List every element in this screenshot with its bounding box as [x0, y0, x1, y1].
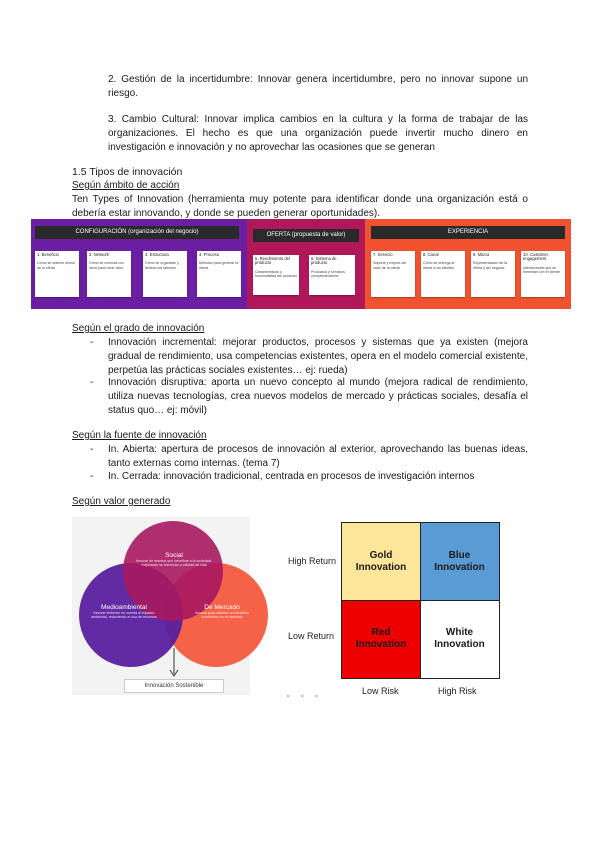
card-text: Cómo se conecta con otros para crear valor	[89, 261, 124, 270]
valor-heading: Según valor generado	[72, 496, 171, 507]
venn-title: De Mercado	[204, 604, 240, 611]
venn-title: Medioambiental	[101, 604, 147, 611]
axis-high-risk: High Risk	[438, 686, 477, 696]
segment-title: EXPERIENCIA	[371, 226, 565, 239]
segment-configuracion	[31, 219, 247, 309]
quadrant-blue	[420, 523, 499, 600]
axis-low-risk: Low Risk	[362, 686, 399, 696]
bullet-dash: -	[90, 377, 94, 388]
section-title: 1.5 Tipos de innovación	[72, 166, 183, 178]
item-incertidumbre	[108, 73, 528, 101]
bullet-label: Innovación incremental:	[108, 337, 217, 348]
segment-oferta	[247, 219, 365, 309]
card-title: 1. Beneficio	[37, 252, 59, 257]
ten-types-banner	[31, 219, 571, 309]
bullet-dash: -	[90, 471, 94, 482]
bullet-text: aporta un nuevo concepto al mundo (mejora radical de rendimiento, utiliza nuevas tecnologías, crea nuevos modelos de mercado y prácticas sociales, desafía el status quo… ej: móvil)	[108, 377, 528, 416]
quadrant-label: White Innovation	[434, 627, 485, 650]
quadrant-gold	[342, 523, 420, 600]
card-sistema	[309, 255, 355, 295]
card-title: 2. Network	[89, 252, 110, 257]
card-title: 10. Customer engagement	[523, 252, 549, 262]
grado-heading: Según el grado de innovación	[72, 323, 205, 334]
venn-text: Innovar para obtener un beneficio económico en el mercado	[195, 611, 249, 620]
bullet-label: In. Abierta:	[108, 444, 158, 455]
ambito-text: Ten Types of Innovation (herramienta muy potente para identificar donde una organización está o debería estar innovando, y donde se pueden generar oportunidades).	[72, 194, 528, 219]
quadrant-label: Red Innovation	[355, 627, 407, 650]
card-text: Cómo se organizan y alinean los talentos	[145, 261, 179, 270]
card-engagement	[521, 251, 565, 297]
venn-social-label	[133, 552, 215, 568]
bullet-abierta	[90, 443, 528, 471]
card-title: 6. Sistema de producto	[311, 256, 337, 266]
segment-title: CONFIGURACIÓN (organización del negocio)	[35, 226, 239, 239]
quadrant-label: Blue Innovation	[434, 549, 485, 573]
card-text: Características y funcionalidad del producto	[255, 269, 297, 279]
card-title: 5. Rendimiento del producto	[255, 256, 290, 266]
bullet-dash: -	[90, 444, 94, 455]
venn-mercado-label	[186, 604, 258, 620]
venn-text: Innovar teniendo en cuenta el impacto ambiental, reduciendo el uso de recursos	[91, 611, 157, 620]
venn-arrow	[168, 648, 180, 682]
bullet-dash: -	[90, 337, 94, 348]
card-text: Interacciones que se fomentan con el cliente	[523, 265, 560, 275]
card-text: Productos y servicios complementarios	[311, 269, 345, 279]
item-text: Innovar implica cambios en la cultura y la forma de trabajar de las organizaciones. El hecho es que una organización puede invertir mucho dinero en investigación e innovación y no aprovechar las ocasiones que se generan	[108, 114, 529, 153]
bullet-text: innovación tradicional, centrada en procesos de investigación internos	[163, 471, 475, 482]
matrix-divider-h	[342, 600, 499, 601]
card-text: Cómo se obtiene dinero de la oferta	[37, 261, 76, 270]
quadrant-red	[342, 600, 420, 678]
card-text: Representación de la oferta y del negocio	[473, 261, 507, 270]
card-rendimiento	[253, 255, 299, 295]
card-title: 9. Marca	[473, 252, 490, 257]
venn-title: Social	[165, 552, 183, 559]
quadrant-label: Gold Innovation	[355, 549, 407, 573]
card-text: Métodos para generar la oferta	[199, 261, 239, 270]
card-title: 7. Servicio	[373, 252, 393, 257]
card-title: 4. Proceso	[199, 252, 220, 257]
card-marca	[471, 251, 515, 297]
card-servicio	[371, 251, 415, 297]
quadrant-white	[420, 600, 499, 678]
card-title: 8. Canal	[423, 252, 439, 257]
card-canal	[421, 251, 465, 297]
venn-result	[124, 679, 224, 693]
card-title: 3. Estructura	[145, 252, 169, 257]
item-text: Innovar genera incertidumbre, pero no innovar supone un riesgo.	[108, 74, 529, 99]
bullet-label: Innovación disruptiva:	[108, 377, 207, 388]
bullet-incremental	[90, 336, 528, 378]
venn-medioambiental-label	[88, 604, 160, 620]
ambito-heading: Según ámbito de acción	[72, 180, 180, 191]
bullet-cerrada	[90, 470, 528, 484]
card-text: Soporte y mejora del valor de la oferta	[373, 261, 407, 270]
item-label: 2. Gestión de la incertidumbre:	[108, 74, 253, 85]
bullet-label: In. Cerrada:	[108, 471, 161, 482]
bullet-disruptiva	[90, 376, 528, 418]
pagination-dots: ● ● ●	[286, 693, 323, 700]
venn-result-label: Innovación Sostenible	[144, 683, 204, 689]
venn-text: Innovar de manera que beneficie a la sociedad, mejorando su bienestar y calidad de vida	[136, 559, 212, 568]
axis-low-return: Low Return	[288, 631, 335, 641]
fuente-heading: Según la fuente de innovación	[72, 430, 207, 441]
axis-high-return: High Return	[288, 556, 337, 566]
item-label: 3. Cambio Cultural:	[108, 114, 199, 125]
bullet-text: mejorar productos, procesos y sistemas que ya existen (mejora gradual de rendimiento, usa competencias existentes, opera en el modelo comercial existente, perpetúa las prácticas sociales existentes… ej: rueda)	[108, 337, 528, 376]
card-text: Cómo se entrega la oferta a los clientes	[423, 261, 455, 270]
card-proceso	[197, 251, 241, 297]
bullet-text: apertura de procesos de innovación al exterior, aprovechando las buenas ideas, tanto externas como internas. (tema 7)	[108, 444, 529, 469]
segment-experiencia	[365, 219, 571, 309]
card-estructura	[143, 251, 187, 297]
card-beneficio	[35, 251, 79, 297]
segment-title: OFERTA (propuesta de valor)	[253, 229, 359, 242]
item-cambio-cultural	[108, 113, 528, 155]
card-network	[87, 251, 131, 297]
